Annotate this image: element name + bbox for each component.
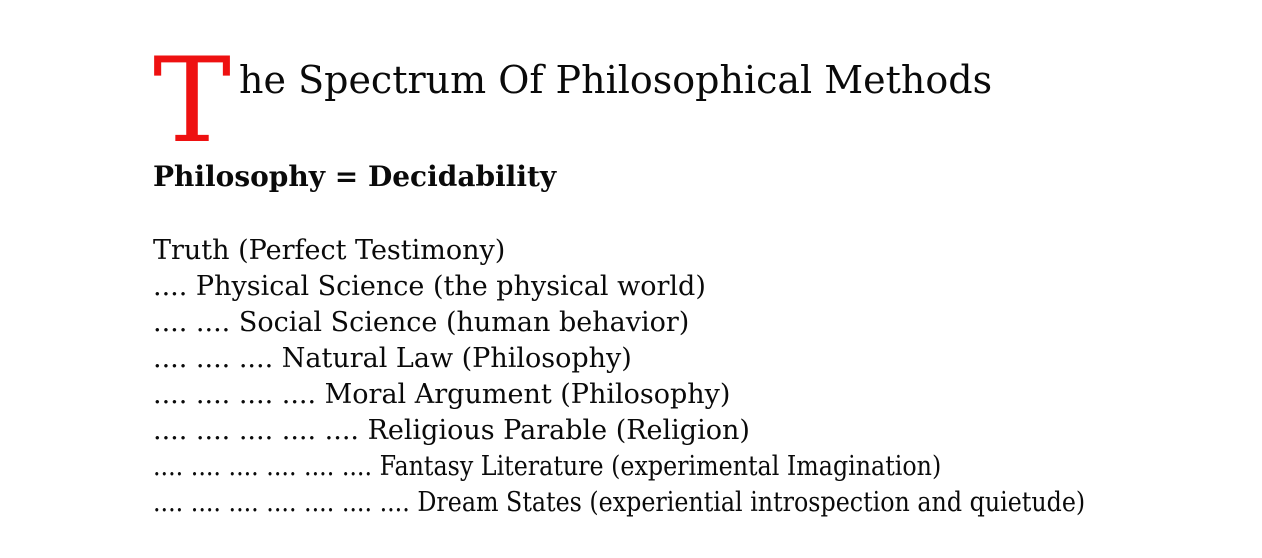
spectrum-list xyxy=(153,233,1262,521)
list-item-label: Religious Parable (Religion) xyxy=(367,415,750,446)
list-item-label: Social Science (human behavior) xyxy=(238,307,690,338)
list-item-fantasy-literature xyxy=(153,449,1129,485)
indent-dots: .... .... .... .... .... .... .... xyxy=(153,487,418,518)
dropcap-letter: T xyxy=(153,32,232,169)
indent-dots: .... .... xyxy=(153,307,239,338)
page-title-text: he Spectrum Of Philosophical Methods xyxy=(239,58,993,102)
list-item-social-science xyxy=(153,305,1262,341)
indent-dots: .... .... .... .... xyxy=(153,379,325,410)
page-title xyxy=(153,32,1262,169)
list-item-label: Physical Science (the physical world) xyxy=(195,271,706,302)
list-item-label: Fantasy Literature (experimental Imagination) xyxy=(379,451,942,482)
indent-dots: .... .... .... .... .... .... xyxy=(153,451,380,482)
list-item-moral-argument xyxy=(153,377,1262,413)
subtitle: Philosophy = Decidability xyxy=(153,160,557,193)
list-item-label: Moral Argument (Philosophy) xyxy=(324,379,731,410)
indent-dots: .... xyxy=(153,271,196,302)
list-item-natural-law xyxy=(153,341,1262,377)
list-item-label: Truth (Perfect Testimony) xyxy=(153,235,506,266)
list-item-label: Dream States (experiential introspection and quietude) xyxy=(417,487,1086,518)
list-item-label: Natural Law (Philosophy) xyxy=(281,343,632,374)
indent-dots: .... .... .... .... .... xyxy=(153,415,368,446)
list-item-truth xyxy=(153,233,1262,269)
list-item-religious-parable xyxy=(153,413,1262,449)
list-item-physical-science xyxy=(153,269,1262,305)
list-item-dream-states xyxy=(153,485,1129,521)
indent-dots: .... .... .... xyxy=(153,343,282,374)
